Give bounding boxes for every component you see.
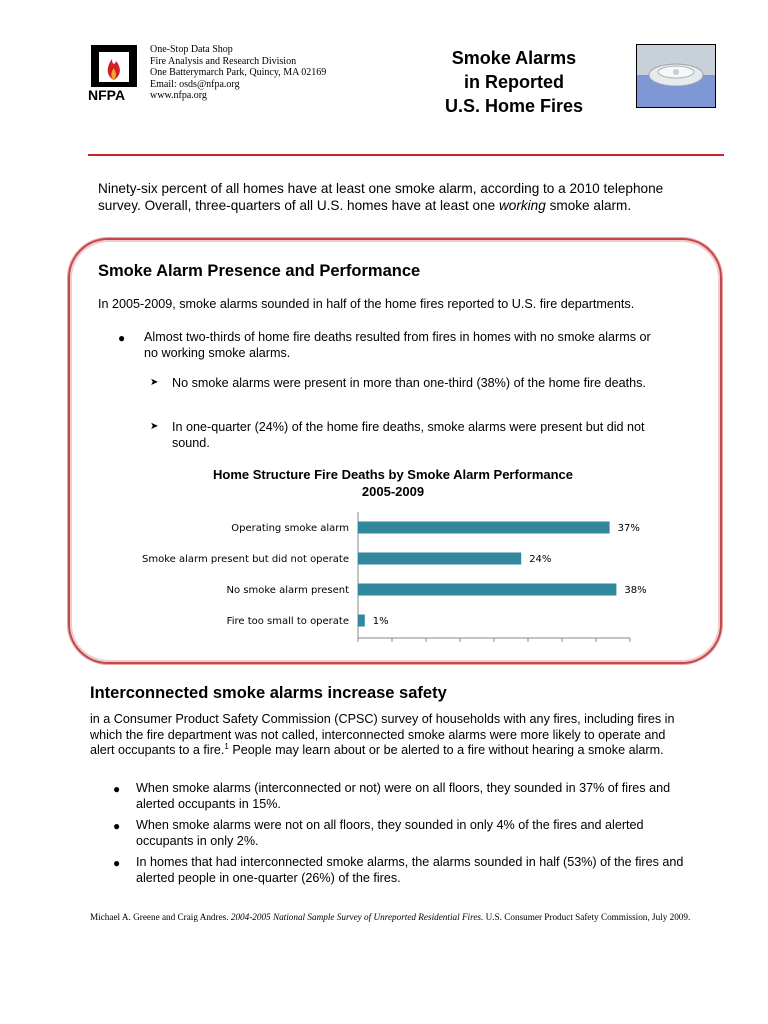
nfpa-logo — [88, 43, 146, 103]
value-label: 38% — [624, 585, 647, 596]
intro-paragraph: Ninety-six percent of all homes have at least one smoke alarm, according to a 2010 telephone survey. Overall, three-quarters of all U.S. homes have at least one working smoke alarm. — [98, 181, 664, 213]
section-bullet: In homes that had interconnected smoke alarms, the alarms sounded in half (53%) of the fires and alerted people in one-quarter (26%) of the fires. — [136, 855, 684, 885]
chart-title-line: Home Structure Fire Deaths by Smoke Alarm Performance — [212, 467, 574, 482]
section-heading: Interconnected smoke alarms increase safety — [90, 684, 447, 702]
footnote-ref: 1 — [224, 741, 229, 751]
category-label: Operating smoke alarm — [231, 523, 349, 534]
org-address-block — [150, 44, 326, 102]
chart-bar — [358, 615, 365, 627]
box-subbullet: In one-quarter (24%) of the home fire deaths, smoke alarms were present but did not sound. — [172, 420, 645, 450]
org-website[interactable]: www.nfpa.org — [150, 90, 207, 101]
category-label: No smoke alarm present — [226, 585, 349, 596]
smoke-alarm-icon — [637, 45, 715, 107]
section-paragraph: in a Consumer Product Safety Commission (CPSC) survey of households with any fires, including fires in which the fire department was not called, interconnected smoke alarms were more likely to operate and alert occupants to a fire.$^1$ People may learn about or be alerted to a fire without hearing a smoke alarm. — [90, 712, 675, 757]
org-line: One-Stop Data Shop — [150, 44, 233, 55]
box-heading: Smoke Alarm Presence and Performance — [98, 262, 421, 280]
arrow-bullet-icon: ➤ — [150, 421, 159, 432]
value-label: 37% — [617, 523, 640, 534]
box-paragraph: In 2005-2009, smoke alarms sounded in half of the home fires reported to U.S. fire departments. — [98, 297, 635, 311]
bullet-dot: ● — [113, 782, 121, 796]
category-label: Smoke alarm present but did not operate — [142, 554, 349, 565]
page-title — [404, 46, 624, 118]
value-label: 24% — [529, 554, 552, 565]
value-label: 1% — [372, 616, 389, 627]
box-bullet: Almost two-thirds of home fire deaths resulted from fires in homes with no smoke alarms or no working smoke alarms. — [144, 330, 651, 360]
category-label: Fire too small to operate — [226, 616, 349, 627]
chart-bar — [358, 584, 616, 596]
title-line: Smoke Alarms — [451, 48, 577, 68]
fire-deaths-bar-chart — [100, 510, 700, 650]
title-line: in Reported — [463, 72, 564, 92]
citation-footer: Michael A. Greene and Craig Andres. 2004-2005 National Sample Survey of Unreported Residential Fires. U.S. Consumer Product Safety Commission, July 2009. — [90, 912, 691, 922]
chart-title — [160, 466, 626, 500]
org-line: One Batterymarch Park, Quincy, MA 02169 — [150, 67, 327, 78]
bullet-dot: ● — [113, 819, 121, 833]
smoke-alarm-image — [636, 44, 716, 108]
section-bullet: When smoke alarms were not on all floors, they sounded in only 4% of the fires and alerted occupants in only 2%. — [136, 818, 644, 848]
bullet-dot: ● — [113, 856, 121, 870]
bullet-dot: ● — [118, 331, 126, 345]
logo-text: NFPA — [88, 87, 126, 103]
org-email[interactable]: Email: osds@nfpa.org — [150, 78, 240, 90]
chart-bar — [358, 553, 521, 565]
header-divider — [88, 154, 724, 156]
chart-title-line: 2005-2009 — [361, 484, 425, 499]
org-line: Fire Analysis and Research Division — [150, 55, 297, 67]
chart-bar — [358, 522, 610, 534]
arrow-bullet-icon: ➤ — [150, 377, 159, 388]
title-line: U.S. Home Fires — [444, 96, 584, 116]
box-subbullet: No smoke alarms were present in more than one-third (38%) of the home fire deaths. — [172, 376, 646, 390]
section-bullet: When smoke alarms (interconnected or not) were on all floors, they sounded in 37% of fires and alerted occupants in 15%. — [136, 781, 671, 811]
